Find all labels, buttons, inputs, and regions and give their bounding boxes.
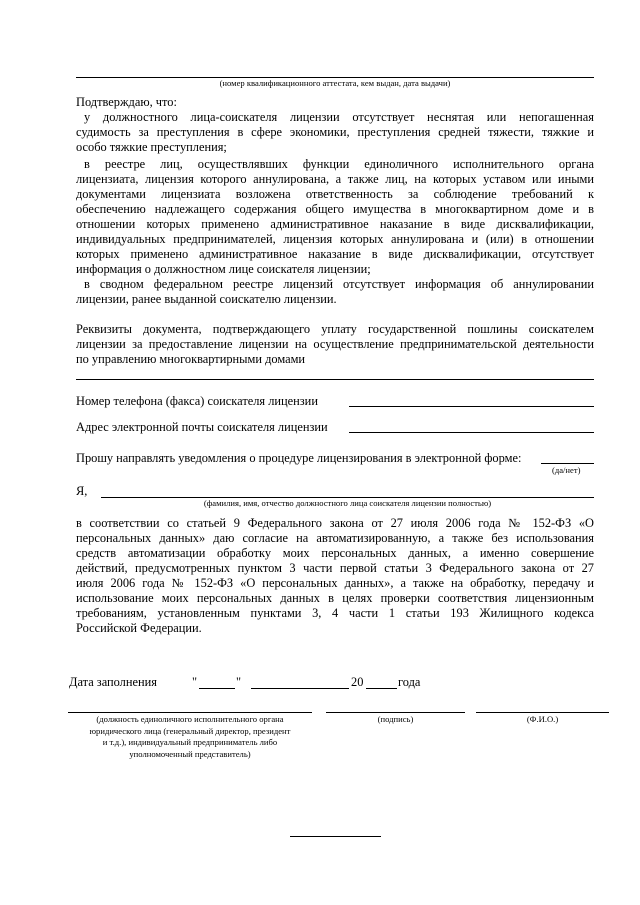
year-prefix: 20 bbox=[351, 675, 364, 689]
text-line: использование моих персональных данных в целях проверки соответствия лицензионным bbox=[76, 591, 594, 605]
quote-open: " bbox=[192, 675, 198, 689]
month-field[interactable] bbox=[251, 688, 349, 689]
phone-label: Номер телефона (факса) соискателя лицензии bbox=[76, 394, 318, 408]
attestat-caption: (номер квалификационного аттестата, кем выдан, дата выдачи) bbox=[219, 78, 451, 88]
fio-sign-line[interactable] bbox=[476, 712, 609, 713]
text-line: в соответствии со статьей 9 Федерального закона от 27 июля 2006 года № 152-ФЗ «О bbox=[76, 516, 594, 530]
text-line: лицензии за предоставление лицензии на осуществление предпринимательской деятельности bbox=[76, 337, 594, 351]
text-line: отношении которых применено административное наказание в виде дисквалификации, bbox=[76, 217, 594, 231]
text-line: судимость за преступления в сфере экономики, преступления средней тяжести, тяжкие и bbox=[76, 125, 594, 139]
signature-caption: (подпись) bbox=[377, 714, 414, 724]
text-line: персональных данных» даю согласие на автоматизированную, а также без использования bbox=[76, 531, 594, 545]
notify-yes-no-field[interactable] bbox=[541, 463, 594, 464]
signature-line[interactable] bbox=[326, 712, 465, 713]
caption-line: (должность единоличного исполнительного органа bbox=[96, 714, 284, 724]
i-label: Я, bbox=[76, 484, 88, 498]
fio-sign-caption: (Ф.И.О.) bbox=[526, 714, 559, 724]
fio-caption: (фамилия, имя, отчество должностного лица соискателя лицензии полностью) bbox=[203, 498, 492, 508]
text-line: действий, предусмотренных пунктом 3 части первой статьи 3 Федерального закона от 27 bbox=[76, 561, 594, 575]
caption-line: и т.д.), индивидуальный предприниматель либо bbox=[102, 737, 278, 747]
text-line: индивидуальных предпринимателей, лицензия которых аннулирована и (или) в отношении bbox=[76, 232, 594, 246]
date-label: Дата заполнения bbox=[69, 675, 157, 689]
position-line[interactable] bbox=[68, 712, 312, 713]
yes-no-caption: (да/нет) bbox=[552, 465, 581, 475]
confirm-heading: Подтверждаю, что: bbox=[76, 95, 177, 109]
text-line: Российской Федерации. bbox=[76, 621, 202, 635]
caption-line: юридического лица (генеральный директор, президент bbox=[89, 725, 291, 736]
text-line: лицензиата, лицензия которого аннулирована, а также лиц, на которых уставом или иными bbox=[76, 172, 594, 186]
text-line: у должностного лица-соискателя лицензии отсутствует неснятая или непогашенная bbox=[84, 110, 594, 124]
email-field[interactable] bbox=[349, 432, 594, 433]
text-line: информация о должностном лице соискателя лицензии; bbox=[76, 262, 371, 276]
text-line: июля 2006 года № 152-ФЗ «О персональных данных», а также на обработку, передачу и bbox=[76, 576, 594, 590]
footnote-separator bbox=[290, 836, 381, 837]
year-field[interactable] bbox=[366, 688, 397, 689]
position-caption bbox=[68, 714, 312, 760]
text-line: документами лицензиата возложена ответственность за соблюдение требований к bbox=[76, 187, 594, 201]
text-line: обеспечению надлежащего содержания общего имущества в многоквартирном доме и в bbox=[76, 202, 594, 216]
day-field[interactable] bbox=[199, 688, 235, 689]
text-line: особо тяжкие преступления; bbox=[76, 140, 227, 154]
year-suffix: года bbox=[398, 675, 421, 689]
text-line: лицензии, ранее выданной соискателю лицензии. bbox=[76, 292, 337, 306]
quote-close: " bbox=[236, 675, 242, 689]
phone-field[interactable] bbox=[349, 406, 594, 407]
notify-label: Прошу направлять уведомления о процедуре лицензирования в электронной форме: bbox=[76, 451, 522, 465]
text-line: по управлению многоквартирными домами bbox=[76, 352, 306, 366]
requisites-input-line[interactable] bbox=[76, 379, 594, 380]
text-line: в сводном федеральном реестре лицензий отсутствует информация об аннулировании bbox=[84, 277, 594, 291]
text-line: средств автоматизации обработку моих персональных данных, а именно совершение bbox=[76, 546, 594, 560]
email-label: Адрес электронной почты соискателя лицензии bbox=[76, 420, 328, 434]
text-line: которых применено административное наказание в виде дисквалификации, отсутствует bbox=[76, 247, 594, 261]
text-line: в реестре лиц, осуществлявших функции единоличного исполнительного органа bbox=[84, 157, 594, 171]
text-line: Реквизиты документа, подтверждающего уплату государственной пошлины соискателем bbox=[76, 322, 594, 336]
caption-line: уполномоченный представитель) bbox=[129, 748, 251, 759]
text-line: требованиям, установленным пунктами 3, 4 части 1 статьи 193 Жилищного кодекса bbox=[76, 606, 594, 620]
